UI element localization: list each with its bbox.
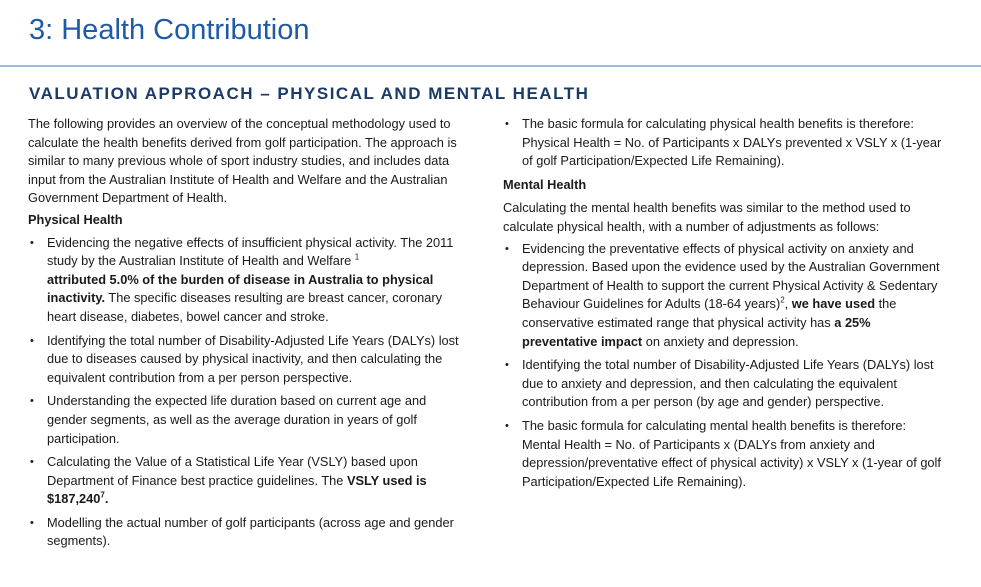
- physical-health-heading: Physical Health: [28, 211, 123, 227]
- bullet-emphasis: VSLY used is $187,240: [47, 472, 427, 507]
- bullet-icon: •: [30, 236, 34, 249]
- mental-intro-paragraph: Calculating the mental health benefits was similar to the method used to calculate physical health, with a number of adjustments as follows:: [503, 200, 911, 234]
- left-column: [28, 115, 468, 556]
- list-item: [503, 356, 943, 412]
- bullet-text: Calculating the Value of a Statistical Life Year (VSLY) based upon Department of Finance best practice guidelines. The: [47, 454, 418, 488]
- bullet-emphasis: .: [104, 491, 109, 507]
- bullet-text: Evidencing the preventative effects of physical activity on anxiety and depression. Based upon the evidence used by the Australian Government Department of Health to support the current Physical Activity & Sedentary Behaviour Guidelines for Adults (18-64 years): [522, 240, 940, 312]
- bullet-emphasis: attributed 5.0% of the burden of disease in Australia to physical inactivity.: [47, 271, 434, 306]
- physical-health-list: [28, 234, 468, 552]
- page-title: 3: Health Contribution: [29, 14, 310, 46]
- list-item: [28, 392, 468, 448]
- mental-health-heading: Mental Health: [503, 176, 587, 192]
- header-divider: [0, 65, 981, 67]
- bullet-text: Modelling the actual number of golf participants (across age and gender segments).: [47, 514, 454, 549]
- bullet-icon: •: [30, 395, 34, 408]
- bullet-emphasis: a 25% preventative impact: [522, 314, 871, 349]
- list-item: [503, 240, 943, 352]
- bullet-text: on anxiety and depression.: [642, 333, 799, 349]
- list-item: [28, 234, 468, 327]
- physical-formula-list: [503, 115, 943, 171]
- bullet-emphasis: we have used: [791, 296, 876, 312]
- bullet-icon: •: [505, 359, 509, 372]
- bullet-icon: •: [30, 516, 34, 529]
- bullet-icon: •: [30, 456, 34, 469]
- bullet-text: Identifying the total number of Disability-Adjusted Life Years (DALYs) lost due to anxiety and depression, and then calculating the equivalent contribution from a per person (by age and gender) perspective.: [522, 357, 934, 410]
- bullet-text: Identifying the total number of Disability-Adjusted Life Years (DALYs) lost due to diseases caused by physical inactivity, and then calculating the equivalent contribution from a per person perspective.: [47, 332, 459, 385]
- footnote-ref: 7: [100, 491, 105, 501]
- bullet-icon: •: [505, 419, 509, 432]
- bullet-icon: •: [30, 334, 34, 347]
- list-item: [28, 332, 468, 388]
- section-heading: VALUATION APPROACH – PHYSICAL AND MENTAL HEALTH: [29, 84, 590, 103]
- bullet-text: The basic formula for calculating physical health benefits is therefore: Physical Health = No. of Participants x DALYs prevented x VSLY x (1-year of golf Participation/Expected Life Remaining).: [522, 116, 942, 169]
- bullet-icon: •: [505, 242, 509, 255]
- bullet-icon: •: [505, 118, 509, 130]
- right-column: [503, 115, 943, 496]
- list-item: [503, 417, 943, 491]
- bullet-text: The specific diseases resulting are breast cancer, coronary heart disease, diabetes, bowel cancer and stroke.: [47, 290, 443, 324]
- list-item: [28, 453, 468, 509]
- intro-paragraph: The following provides an overview of the conceptual methodology used to calculate the health benefits derived from golf participation. The approach is similar to many previous whole of sport industry studies, and includes data input from the Australian Institute of Health and Welfare and the Australian Government Department of Health.: [28, 116, 457, 206]
- bullet-text: Evidencing the negative effects of insufficient physical activity. The 2011 study by the Australian Institute of Health and Welfare: [47, 234, 454, 269]
- mental-health-list: [503, 240, 943, 492]
- bullet-text: the conservative estimated range that physical activity has: [522, 296, 897, 330]
- bullet-text: ,: [784, 296, 792, 312]
- footnote-ref: 2: [780, 296, 785, 306]
- bullet-text: Understanding the expected life duration based on current age and gender segments, as well as the average duration in years of golf participation.: [47, 393, 427, 446]
- list-item: [28, 514, 468, 551]
- footnote-ref: 1: [354, 252, 360, 262]
- list-item: [503, 115, 943, 171]
- bullet-text: The basic formula for calculating mental health benefits is therefore: Mental Health = No. of Participants x (DALYs from anxiety and depression/preventative effect of physical activity) x VSLY x (1-year of golf Participation/Expected Life Remaining).: [522, 417, 941, 489]
